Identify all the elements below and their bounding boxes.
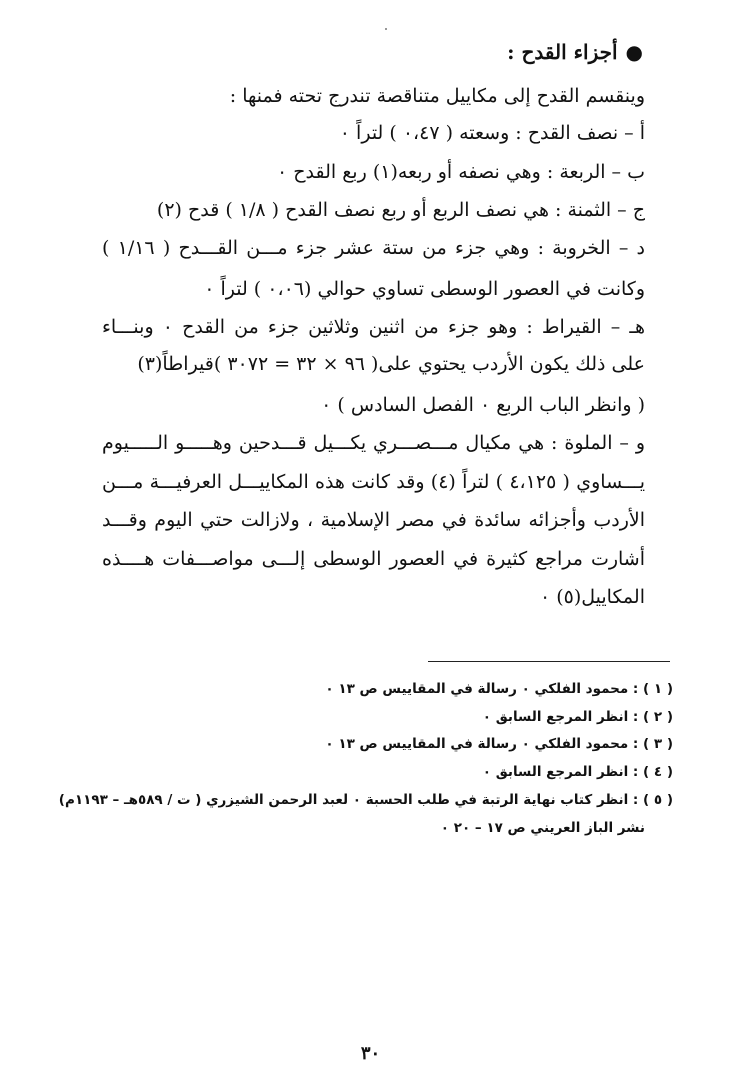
body-line-9: ( وانظر الباب الربع ٠ الفصل السادس ) ٠	[321, 394, 645, 416]
bullet-icon: ●	[625, 40, 643, 64]
body-line-7: هـ – القيراط : وهو جزء من اثنين وثلاثين جزء من القدح ٠ وبنـــاء	[102, 316, 645, 338]
section-heading-text: أجزاء القدح :	[507, 40, 618, 64]
body-line-5: د – الخروبة : وهي جزء من ستة عشر جزء مـــن القـــدح ( ١/١٦ )	[102, 237, 645, 259]
footnote-3: ( ٣ ) : محمود الفلكي ٠ رسالة في المقاييس ص ١٣ ٠	[325, 736, 673, 752]
footnote-5-continuation: نشر الباز العريني ص ١٧ – ٢٠ ٠	[440, 820, 645, 836]
footnote-2: ( ٢ ) : انظر المرجع السابق ٠	[482, 709, 673, 725]
body-line-10: و – الملوة : هي مكيال مـــصـــري يكـــيل قـــدحين وهـــــو الـــــيوم	[102, 432, 645, 454]
body-line-2: أ – نصف القدح : وسعته ( ٠،٤٧ ) لتراً ٠	[339, 122, 645, 144]
body-line-13: أشارت مراجع كثيرة في العصور الوسطى إلـــى مواصـــفات هــــذه	[102, 548, 645, 570]
body-line-4: ج – الثمنة : هي نصف الربع أو ربع نصف القدح ( ١/٨ ) قدح (٢)	[156, 199, 645, 221]
body-line-3: ب – الربعة : وهي نصفه أو ربعه(١) ربع القدح ٠	[276, 161, 645, 183]
footnote-4: ( ٤ ) : انظر المرجع السابق ٠	[482, 764, 673, 780]
scan-speck	[385, 28, 387, 30]
section-heading	[507, 39, 643, 65]
footnote-1: ( ١ ) : محمود الفلكي ٠ رسالة في المقاييس ص ١٣ ٠	[325, 681, 673, 697]
body-line-14: المكاييل(٥) ٠	[539, 586, 645, 608]
body-line-12: الأردب وأجزائه سائدة في مصر الإسلامية ، ولازالت حتي اليوم وقـــد	[102, 509, 645, 531]
footnote-5: ( ٥ ) : انظر كتاب نهاية الرتبة في طلب الحسبة ٠ لعبد الرحمن الشيزري ( ت / ٥٨٩هـ – ١١٩٣م)	[58, 792, 673, 808]
body-line-1: وينقسم القدح إلى مكاييل متناقصة تندرج تحته فمنها :	[229, 85, 645, 107]
body-line-8: على ذلك يكون الأردب يحتوي على( ٩٦ × ٣٢ = ٣٠٧٢ )قيراطاً(٣)	[137, 353, 645, 375]
footnote-separator	[428, 661, 670, 662]
page-number: ٣٠	[360, 1043, 381, 1064]
body-line-11: يـــساوي ( ٤،١٢٥ ) لتراً (٤) وقد كانت هذه المكاييـــل العرفيـــة مـــن	[102, 471, 646, 493]
body-line-6: وكانت في العصور الوسطى تساوي حوالي (٠،٠٦ ) لتراً ٠	[204, 278, 645, 300]
